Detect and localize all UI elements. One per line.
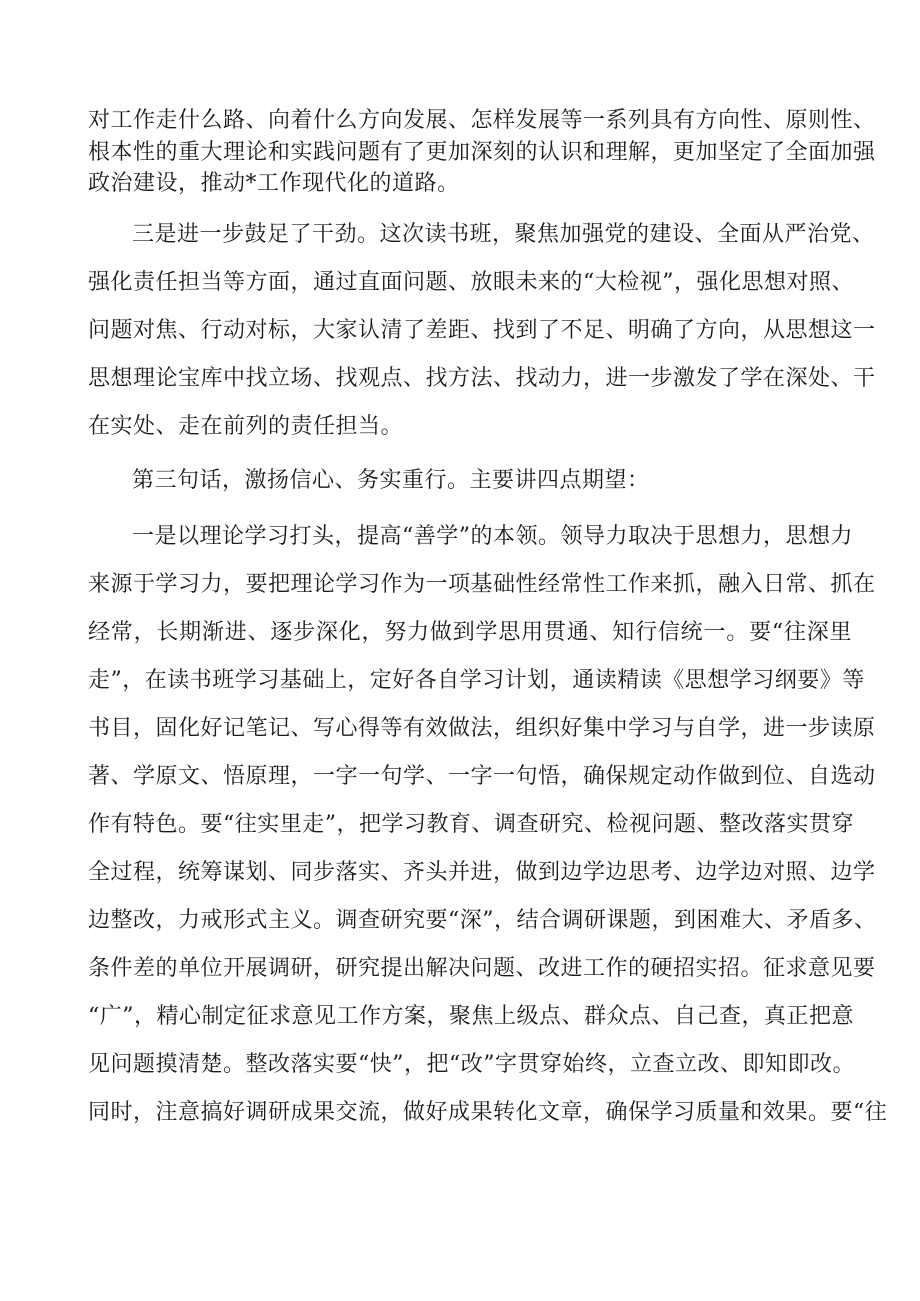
paragraph-line: 一是以理论学习打头，提高“善学”的本领。领导力取决于思想力，思想力	[132, 524, 853, 549]
paragraph-line: 作有特色。要“往实里走”，把学习教育、调查研究、检视问题、整改落实贯穿	[88, 812, 854, 837]
paragraph-line: “广”，精心制定征求意见工作方案，聚焦上级点、群众点、自己查，真正把意	[88, 1004, 854, 1029]
paragraph-line: 走”，在读书班学习基础上，定好各自学习计划，通读精读《思想学习纲要》等	[88, 668, 865, 693]
paragraph-line: 书目，固化好记笔记、写心得等有效做法，组织好集中学习与自学，进一步读原	[88, 716, 876, 741]
paragraph-line: 第三句话，激扬信心、务实重行。主要讲四点期望：	[132, 468, 650, 493]
paragraph-line: 经常，长期渐进、逐步深化，努力做到学思用贯通、知行信统一。要“往深里	[88, 620, 852, 645]
paragraph-line: 对工作走什么路、向着什么方向发展、怎样发展等一系列具有方向性、原则性、	[88, 108, 876, 133]
paragraph-line: 全过程，统筹谋划、同步落实、齐头并进，做到边学边思考、边学边对照、边学	[88, 860, 876, 885]
paragraph-line: 问题对焦、行动对标，大家认清了差距、找到了不足、明确了方向，从思想这一	[88, 318, 876, 343]
paragraph-line: 见问题摸清楚。整改落实要“快”，把“改”字贯穿始终，立查立改、即知即改。	[88, 1052, 855, 1077]
paragraph-line: 根本性的重大理论和实践问题有了更加深刻的认识和理解，更加坚定了全面加强	[88, 140, 876, 165]
paragraph-line: 政治建设，推动*工作现代化的道路。	[88, 171, 460, 196]
paragraph-line: 思想理论宝库中找立场、找观点、找方法、找动力，进一步激发了学在深处、干	[88, 366, 876, 391]
paragraph-line: 来源于学习力，要把理论学习作为一项基础性经常性工作来抓，融入日常、抓在	[88, 572, 876, 597]
paragraph-line: 强化责任担当等方面，通过直面问题、放眼未来的“大检视”，强化思想对照、	[88, 270, 854, 295]
paragraph-line: 边整改，力戒形式主义。调查研究要“深”，结合调研课题，到困难大、矛盾多、	[88, 908, 877, 933]
paragraph-line: 在实处、走在前列的责任担当。	[88, 414, 404, 439]
paragraph-line: 同时，注意搞好调研成果交流，做好成果转化文章，确保学习质量和效果。要“往	[88, 1100, 888, 1125]
paragraph-line: 著、学原文、悟原理，一字一句学、一字一句悟，确保规定动作做到位、自选动	[88, 764, 876, 789]
paragraph-line: 三是进一步鼓足了干劲。这次读书班，聚焦加强党的建设、全面从严治党、	[132, 222, 875, 247]
paragraph-line: 条件差的单位开展调研，研究提出解决问题、改进工作的硬招实招。征求意见要	[88, 956, 876, 981]
